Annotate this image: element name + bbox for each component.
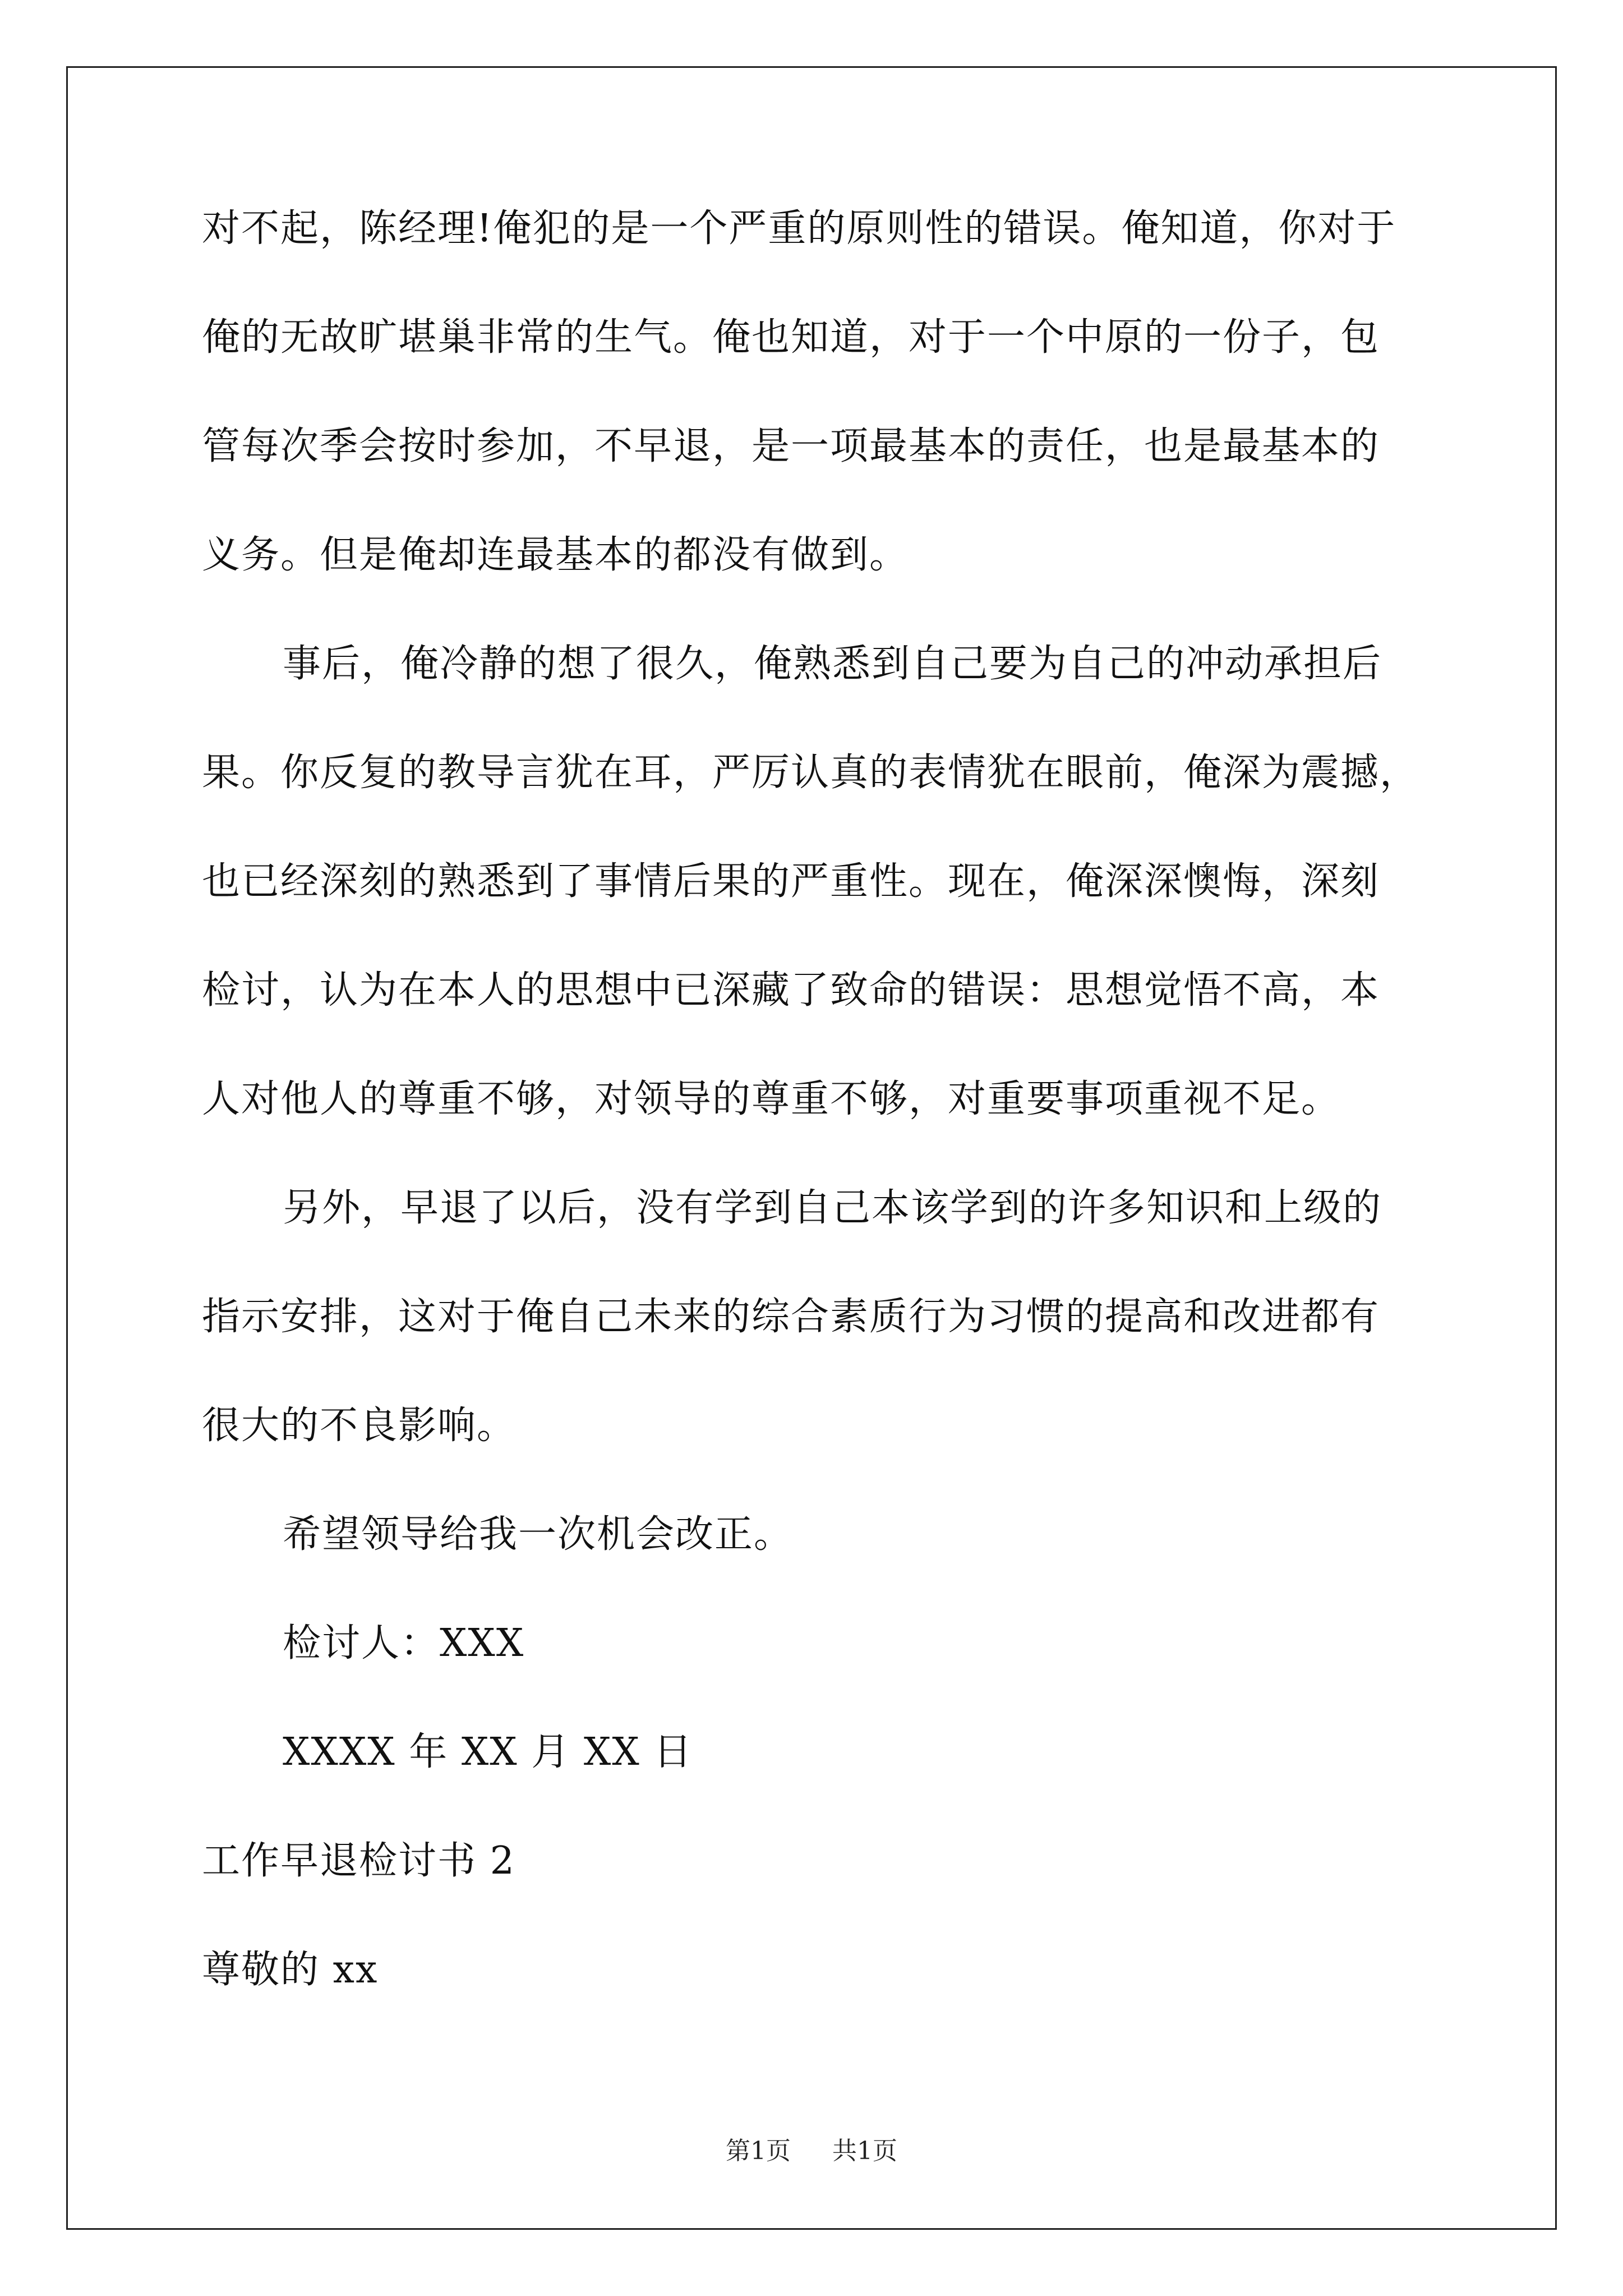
- page-footer: [0, 2134, 1623, 2168]
- paragraph-2-line-3: 也已经深刻的熟悉到了事情后果的严重性。现在，俺深深懊悔，深刻: [202, 859, 1380, 904]
- page-number-current: 第1页: [726, 2137, 791, 2165]
- paragraph-1-line-3: 管每次季会按时参加，不早退，是一项最基本的责任，也是最基本的: [202, 424, 1380, 468]
- paragraph-2-line-4: 检讨，认为在本人的思想中已深藏了致命的错误：思想觉悟不高，本: [202, 968, 1380, 1013]
- date-line: XXXX 年 XX 月 XX 日: [283, 1730, 693, 1774]
- paragraph-2-line-2: 果。你反复的教导言犹在耳，严厉认真的表情犹在眼前，俺深为震撼，: [202, 751, 1419, 795]
- salutation: 尊敬的 xx: [202, 1948, 379, 1992]
- closing-request: 希望领导给我一次机会改正。: [283, 1512, 794, 1557]
- section-title: 工作早退检讨书 2: [202, 1839, 515, 1883]
- paragraph-3-line-3: 很大的不良影响。: [202, 1404, 517, 1448]
- signature-line: 检讨人：XXX: [283, 1621, 525, 1665]
- paragraph-3-line-1: 另外，早退了以后，没有学到自己本该学到的许多知识和上级的: [283, 1186, 1382, 1230]
- paragraph-2-line-5: 人对他人的尊重不够，对领导的尊重不够，对重要事项重视不足。: [202, 1077, 1341, 1121]
- paragraph-1-line-1: 对不起，陈经理!俺犯的是一个严重的原则性的错误。俺知道，你对于: [202, 206, 1396, 251]
- page-number-total: 共1页: [832, 2137, 897, 2165]
- paragraph-1-line-4: 义务。但是俺却连最基本的都没有做到。: [202, 533, 909, 577]
- paragraph-1-line-2: 俺的无故旷堪巢非常的生气。俺也知道，对于一个中原的一份子，包: [202, 315, 1380, 360]
- document-body: [202, 202, 1424, 2052]
- paragraph-3-line-2: 指示安排，这对于俺自己未来的综合素质行为习惯的提高和改进都有: [202, 1295, 1380, 1339]
- paragraph-2-line-1: 事后，俺冷静的想了很久，俺熟悉到自己要为自己的冲动承担后: [283, 642, 1382, 686]
